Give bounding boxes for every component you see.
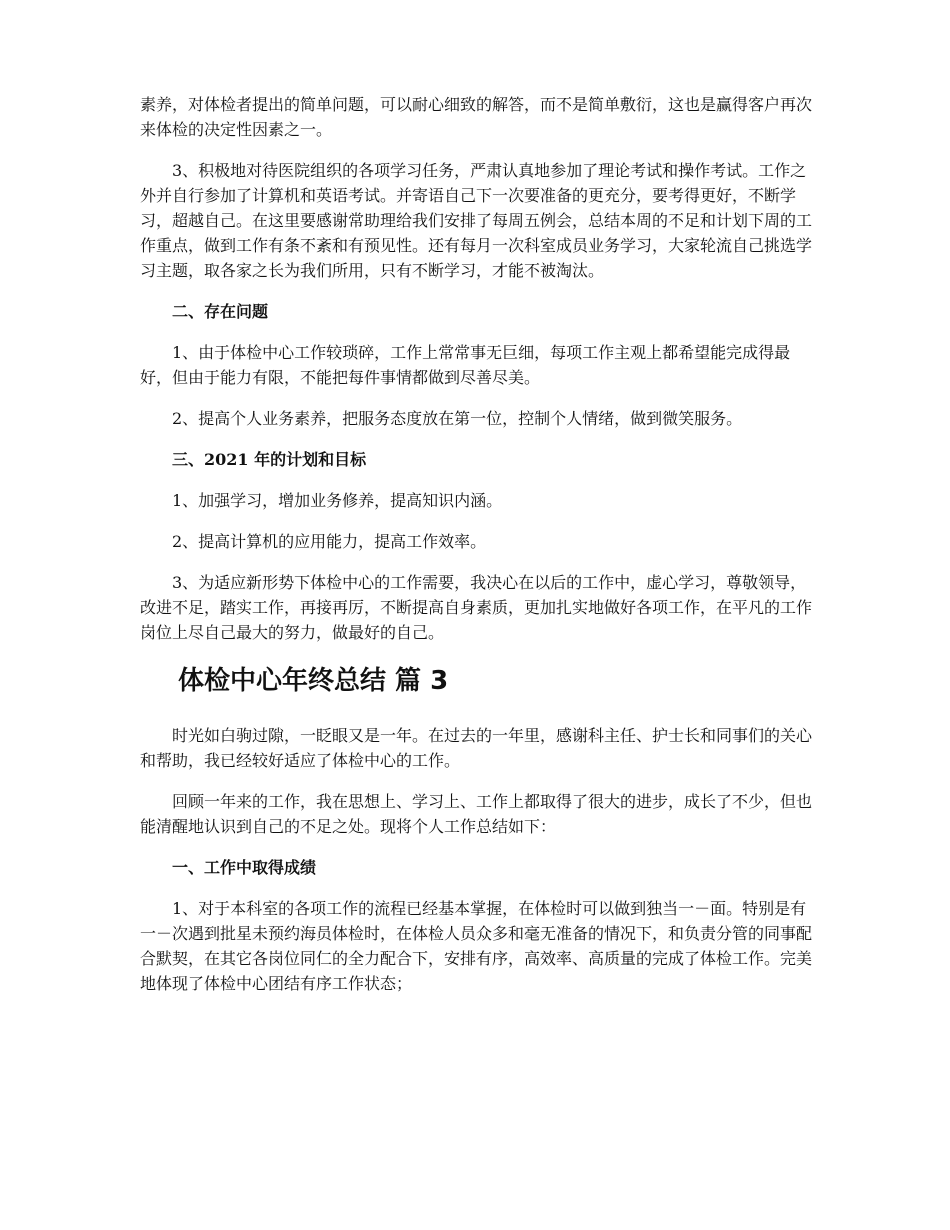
paragraph-intro-2: 回顾一年来的工作，我在思想上、学习上、工作上都取得了很大的进步，成长了不少，但也能清醒地认识到自己的不足之处。现将个人工作总结如下： [140,792,813,836]
paragraph-continued: 素养，对体检者提出的简单问题，可以耐心细致的解答，而不是简单敷衍，这也是赢得客户再次来体检的决定性因素之一。 [140,95,813,139]
section-title-3: 体检中心年终总结 篇 3 [178,666,449,696]
paragraph-plan-2: 2、提高计算机的应用能力，提高工作效率。 [172,532,487,551]
paragraph-intro-1: 时光如白驹过隙，一眨眼又是一年。在过去的一年里，感谢科主任、护士长和同事们的关心和帮助，我已经较好适应了体检中心的工作。 [140,726,813,770]
paragraph-achieve-1: 1、对于本科室的各项工作的流程已经基本掌握，在体检时可以做到独当一－面。特别是有一－次遇到批星未预约海员体检时，在体检人员众多和毫无准备的情况下，和负责分管的同事配合默契，在其它各岗位同仁的全力配合下，安排有序，高效率、高质量的完成了体检工作。完美地体现了体检中心团结有序工作状态； [140,899,813,993]
paragraph-problem-2: 2、提高个人业务素养，把服务态度放在第一位，控制个人情绪，做到微笑服务。 [172,409,743,428]
heading-problems: 二、存在问题 [172,302,269,321]
document-page [140,92,812,1012]
heading-plan: 三、2021 年的计划和目标 [172,450,367,469]
heading-achievements: 一、工作中取得成绩 [172,858,317,877]
paragraph-study: 3、积极地对待医院组织的各项学习任务，严肃认真地参加了理论考试和操作考试。工作之外并自行参加了计算机和英语考试。并寄语自己下一次要准备的更充分，要考得更好，不断学习，超越自己。在这里要感谢常助理给我们安排了每周五例会，总结本周的不足和计划下周的工作重点，做到工作有条不紊和有预见性。还有每月一次科室成员业务学习，大家轮流自己挑选学习主题，取各家之长为我们所用，只有不断学习，才能不被淘汰。 [140,161,813,280]
paragraph-plan-3: 3、为适应新形势下体检中心的工作需要，我决心在以后的工作中，虚心学习，尊敬领导，改进不足，踏实工作，再接再厉，不断提高自身素质，更加扎实地做好各项工作，在平凡的工作岗位上尽自己最大的努力，做最好的自己。 [140,573,813,642]
paragraph-problem-1: 1、由于体检中心工作较琐碎，工作上常常事无巨细，每项工作主观上都希望能完成得最好，但由于能力有限，不能把每件事情都做到尽善尽美。 [140,343,791,387]
paragraph-plan-1: 1、加强学习，增加业务修养，提高知识内涵。 [172,491,503,510]
